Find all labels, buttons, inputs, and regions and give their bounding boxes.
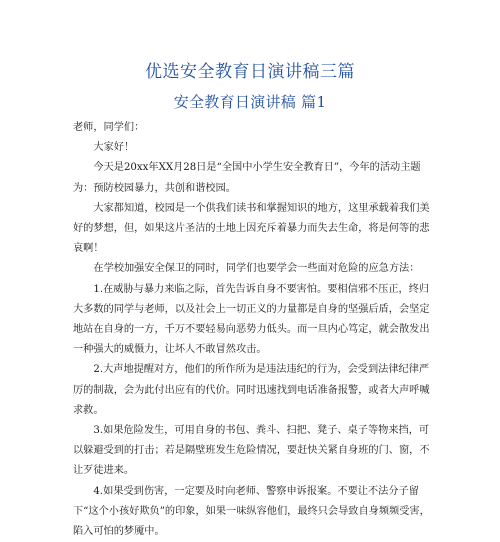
paragraph: 4.如果受到伤害，一定要及时向老师、警察申诉报案。不要让不法分子留下“这个小孩好欺负”的印象，如果一味纵容他们，最终只会导致自身频频受害，陷入可怕的梦魇中。	[73, 485, 430, 538]
paragraph: 1.在威胁与暴力来临之际，首先告诉自身不要害怕。要相信邪不压正，终归大多数的同学与老师，以及社会上一切正义的力量都是自身的坚强后盾，会坚定地站在自身的一方，千万不要轻易向恶势力低头。而一旦内心笃定，就会散发出一种强大的威慑力，让坏人不敢冒然攻击。	[73, 283, 430, 356]
document-body	[73, 118, 438, 542]
document-subtitle: 安全教育日演讲稿 篇1	[173, 93, 327, 111]
document-title: 优选安全教育日演讲稿三篇	[145, 62, 355, 82]
paragraph: 在学校加强安全保卫的同时，同学们也要学会一些面对危险的应急方法：	[93, 263, 420, 275]
paragraph: 大家都知道，校园是一个供我们读书和掌握知识的地方，这里承载着我们美好的梦想，但，如果这片圣洁的土地上因充斥着暴力而失去生命，将是何等的悲哀啊！	[73, 202, 430, 255]
hello-line: 大家好！	[93, 142, 135, 154]
paragraph: 2.大声地提醒对方，他们的所作所为是违法违纪的行为，会受到法律纪律严厉的制裁，会为此付出应有的代价。同时迅速找到电话准备报警，或者大声呼喊求救。	[73, 364, 430, 416]
greeting-line: 老师，同学们：	[73, 122, 145, 133]
paragraph: 今天是20xx年XX月28日是“全国中小学生安全教育日”，今年的活动主题为：预防校园暴力，共创和谐校园。	[73, 162, 421, 194]
paragraph: 3.如果危险发生，可用自身的书包、粪斗、扫把、凳子、桌子等物来挡，可以躲避受到的打击；若是隔壁班发生危险情况，要赶快关紧自身班的门、窗，不让歹徒进来。	[73, 425, 430, 477]
